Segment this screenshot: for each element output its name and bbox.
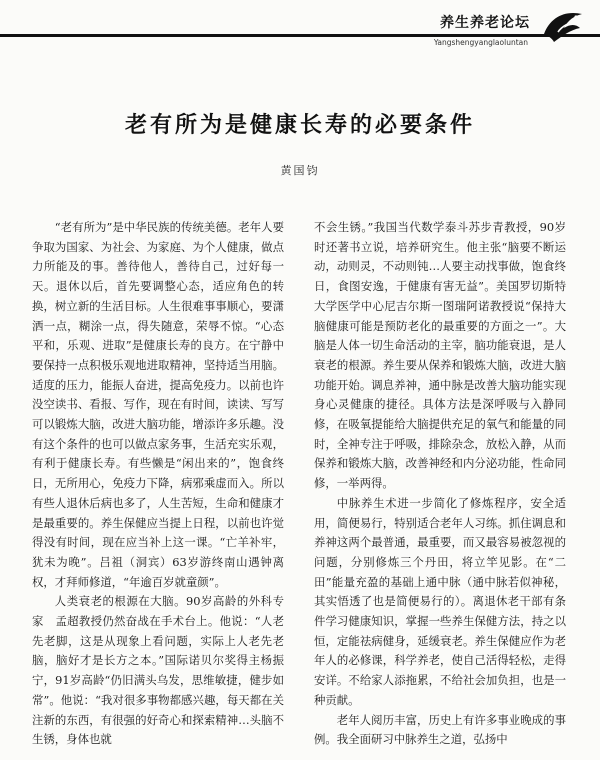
section-subtitle: Yangshengyanglaoluntan: [433, 38, 528, 47]
paragraph: 人类衰老的根源在大脑。90岁高龄的外科专家 孟超教授仍然奋战在手术台上。他说：“人老先老脚，这是从现象上看问题，实际上人老先老脑，脑好才是长方之本。”国际诺贝尔奖得主杨振宁，91岁高龄“仍旧满头乌发，思维敏捷，健步如常”。他说：“我对很多事物都感兴趣，每天都在关注新的东西，有很强的好奇心和探索精神…头脑不生锈，身体也就: [32, 594, 284, 747]
header-rule: [0, 34, 600, 37]
paragraph: 老年人阅历丰富，历史上有许多事业晚成的事例。我全面研习中脉养生之道，弘扬中: [314, 712, 566, 747]
paragraph: “老有所为”是中华民族的传统美德。老年人要争取为国家、为社会、为家庭、为个人健康，做点力所能及的事。善待他人，善待自己，过好每一天。退休以后，首先要调整心态，适应角色的转换，树立新的生活目标。人生很难事事顺心，要潇洒一点，糊涂一点，得失随意，荣辱不惊。“心态平和，乐观、进取”是健康长寿的良方。在宁静中要保持一点积极乐观地进取精神，坚持适当用脑。适度的压力，能振人奋进，提高免疫力。以前也许没空读书、看报、写作，现在有时间，读读、写写可以锻炼大脑，改进大脑功能，增添许多乐趣。没有这个条件的也可以做点家务事，生活充实乐观，有利于健康长寿。有些懒是“闲出来的”，饱食终日，无所用心，免疫力下降，病邪乘虚而入。所以有些人退休后病也多了，人生苦短，生命和健康才是最重要的。养生保健应当提上日程，以前也许觉得没有时间，现在应当补上这一课。“亡羊补牢，犹未为晚”。吕祖（洞宾）63岁游终南山遇钟离权，才拜师修道，“年逾百岁就童颜”。: [32, 220, 284, 589]
section-title: 养生养老论坛: [440, 15, 530, 31]
paragraph: 中脉养生术进一步简化了修炼程序，安全适用，简便易行，特别适合老年人习练。抓住调息和养神这两个最普通，最重要，而又最容易被忽视的问题，分别修炼三个丹田，将立竿见影。在“二田”能量充盈的基础上通中脉（通中脉若似神秘，其实悟透了也是简便易行的）。离退休老干部有条件学习健康知识，掌握一些养生保健方法，持之以恒，定能祛病健身，延缓衰老。养生保健应作为老年人的必修课，科学养老，使自己活得轻松，走得安详。不给家人添拖累，不给社会加负担，也是一种贡献。: [314, 495, 566, 707]
left-column: [32, 218, 284, 748]
article-title: 老有所为是健康长寿的必要条件: [124, 112, 475, 138]
right-column: [314, 218, 566, 748]
running-header: [0, 0, 600, 50]
crane-emblem-icon: [540, 6, 586, 46]
paragraph: 不会生锈。”我国当代数学泰斗苏步青教授，90岁时还著书立说，培养研究生。他主张“脑要不断运动，动则灵，不动则钝…人要主动找事做，饱食终日，食图安逸，于健康有害无益”。美国罗切斯特大学医学中心尼吉尔斯一图瑞阿诺教授说“保持大脑健康可能是预防老化的最重要的方面之一”。大脑是人体一切生命活动的主宰，脑功能衰退，是人衰老的根源。养生要从保养和锻炼大脑，改进大脑功能开始。调息养神，通中脉是改善大脑功能实现身心灵健康的捷径。具体方法是深呼吸与入静同修，在吸氧提能给大脑提供充足的氧气和能量的同时，全神专注于呼吸，排除杂念，放松入静，从而保养和锻炼大脑，改善神经和内分泌功能，性命同修，一举两得。: [314, 220, 566, 491]
article-author: 黄国钧: [280, 164, 320, 177]
